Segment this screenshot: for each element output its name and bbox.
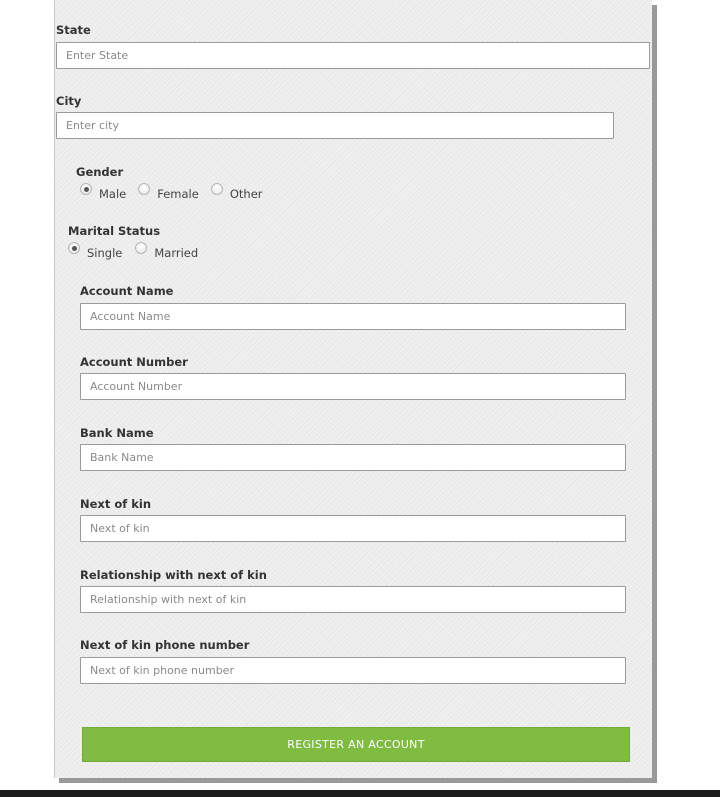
account-name-input[interactable] bbox=[80, 303, 626, 330]
female-radio-label: Female bbox=[157, 187, 199, 201]
marital-status-label: Marital Status bbox=[68, 224, 161, 238]
bank-name-label: Bank Name bbox=[80, 426, 154, 440]
state-input[interactable] bbox=[56, 42, 650, 69]
kin-phone-input[interactable] bbox=[80, 657, 626, 684]
marital-option-married[interactable] bbox=[135, 244, 198, 258]
male-radio-label: Male bbox=[99, 187, 127, 201]
account-name-label: Account Name bbox=[80, 284, 174, 298]
male-radio-button[interactable] bbox=[80, 183, 92, 195]
kin-phone-label: Next of kin phone number bbox=[80, 638, 250, 652]
account-number-input[interactable] bbox=[80, 373, 626, 400]
other-radio-button[interactable] bbox=[211, 183, 223, 195]
other-radio-label: Other bbox=[229, 187, 263, 201]
account-number-label: Account Number bbox=[80, 355, 188, 369]
marital-status-radio-group bbox=[68, 243, 198, 259]
gender-option-male[interactable] bbox=[80, 185, 126, 199]
next-of-kin-label: Next of kin bbox=[80, 497, 152, 511]
state-label: State bbox=[56, 23, 91, 37]
gender-option-other[interactable] bbox=[211, 185, 263, 199]
female-radio-button[interactable] bbox=[138, 183, 150, 195]
relationship-label: Relationship with next of kin bbox=[80, 568, 267, 582]
gender-radio-group bbox=[80, 184, 263, 200]
single-radio-label: Single bbox=[87, 246, 123, 260]
register-account-button[interactable]: REGISTER AN ACCOUNT bbox=[82, 727, 630, 762]
next-of-kin-input[interactable] bbox=[80, 515, 626, 542]
single-radio-button[interactable] bbox=[68, 242, 80, 254]
married-radio-label: Married bbox=[154, 246, 199, 260]
married-radio-button[interactable] bbox=[135, 242, 147, 254]
page-bottom-bar bbox=[0, 790, 720, 797]
city-label: City bbox=[56, 94, 82, 108]
marital-option-single[interactable] bbox=[68, 244, 122, 258]
relationship-input[interactable] bbox=[80, 586, 626, 613]
gender-option-female[interactable] bbox=[138, 185, 199, 199]
gender-label: Gender bbox=[76, 165, 124, 179]
city-input[interactable] bbox=[56, 112, 614, 139]
bank-name-input[interactable] bbox=[80, 444, 626, 471]
